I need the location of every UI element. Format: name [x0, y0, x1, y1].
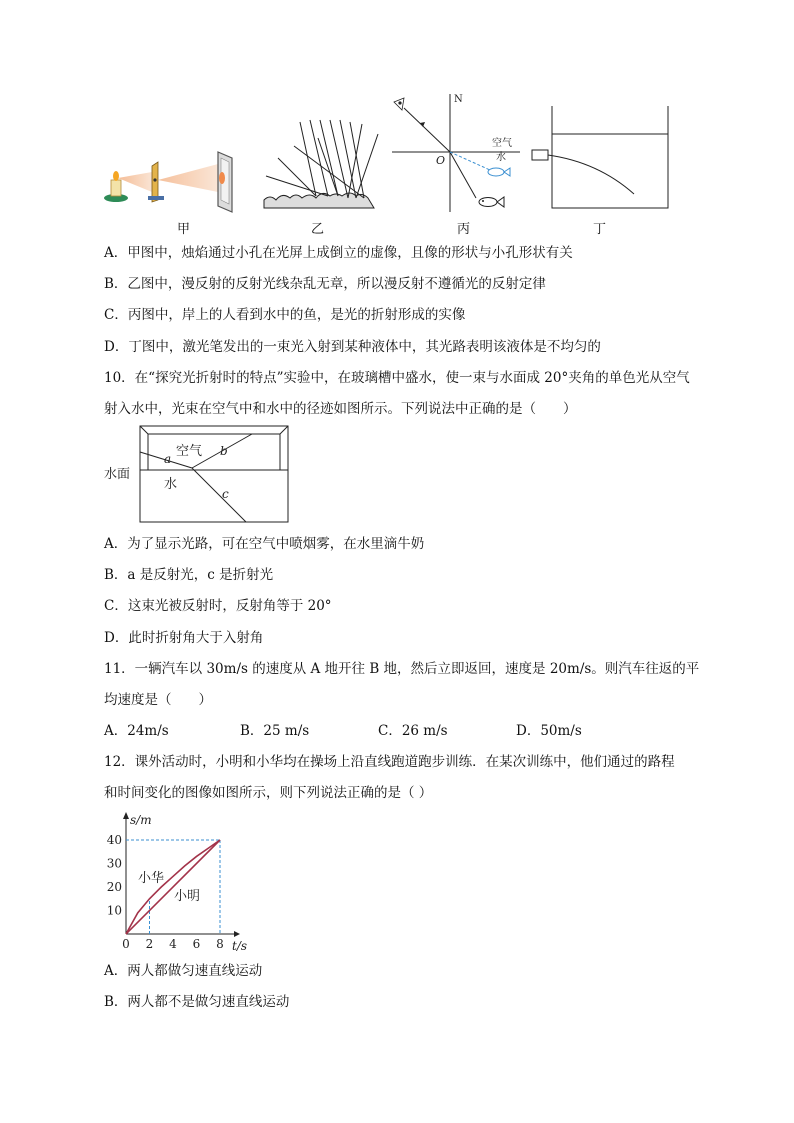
q11-option-d[interactable]: D．50m/s — [516, 723, 582, 739]
x-tick-label: 0 — [122, 937, 130, 951]
q10-option-c[interactable]: C．这束光被反射时，反射角等于 20° — [104, 598, 332, 614]
q11-option-b[interactable]: B．25 m/s — [240, 723, 310, 739]
tank-water-label: 水 — [164, 477, 178, 492]
q11-option-c[interactable]: C．26 m/s — [378, 723, 448, 739]
figure-yi-diffuse-reflection — [258, 118, 383, 213]
q9-option-d[interactable]: D．丁图中，激光笔发出的一束光入射到某种液体中，其光路表明该液体是不均匀的 — [104, 339, 601, 355]
q12-option-a[interactable]: A．两人都做匀速直线运动 — [104, 963, 263, 979]
air-label: 空气 — [492, 138, 512, 149]
y-tick-label: 20 — [106, 880, 122, 894]
q11-options-row — [104, 722, 704, 740]
caption-yi: 乙 — [311, 222, 325, 237]
q11-stem-line1: 11．一辆汽车以 30m/s 的速度从 A 地开往 B 地，然后立即返回，速度是 20m/s。则汽车往返的平 — [104, 661, 700, 677]
y-axis-label: s/m — [130, 813, 152, 827]
series-label: 小明 — [174, 889, 201, 904]
figure-bing-refraction — [392, 94, 522, 214]
q12-option-b[interactable]: B．两人都不是做匀速直线运动 — [104, 994, 290, 1010]
water-label: 水 — [496, 152, 506, 163]
q10-option-a[interactable]: A．为了显示光路，可在空气中喷烟雾，在水里滴牛奶 — [104, 536, 425, 552]
caption-bing: 丙 — [457, 222, 471, 237]
eye-icon — [394, 98, 404, 110]
caption-ding: 丁 — [593, 222, 607, 237]
q12-stem-line2: 和时间变化的图像如图所示，则下列说法正确的是（ ） — [104, 785, 433, 801]
figure-jia-pinhole — [100, 100, 250, 220]
ray-a-label: a — [164, 452, 172, 466]
y-axis-arrow — [123, 812, 129, 819]
figure-refraction-tank — [104, 424, 294, 528]
q9-option-a[interactable]: A．甲图中，烛焰通过小孔在光屏上成倒立的虚像，且像的形状与小孔形状有关 — [104, 245, 573, 261]
q9-option-c[interactable]: C．丙图中，岸上的人看到水中的鱼，是光的折射形成的实像 — [104, 307, 466, 323]
q12-stem-line1: 12．课外活动时，小明和小华均在操场上沿直线跑道跑步训练．在某次训练中，他们通过的路程 — [104, 754, 675, 770]
q10-option-b[interactable]: B．a 是反射光，c 是折射光 — [104, 567, 274, 583]
ray-c-label: c — [222, 487, 229, 501]
x-tick-label: 6 — [192, 937, 201, 951]
figure-ding-laser-liquid — [528, 104, 673, 214]
q11-option-a[interactable]: A．24m/s — [104, 723, 169, 739]
q10-option-d[interactable]: D．此时折射角大于入射角 — [104, 630, 264, 646]
y-tick-label: 10 — [106, 903, 122, 918]
x-tick-label: 2 — [145, 937, 154, 951]
x-axis-arrow — [234, 931, 240, 937]
y-tick-label: 40 — [106, 833, 122, 847]
fish-icon — [479, 197, 504, 207]
x-tick-label: 4 — [169, 937, 177, 951]
series-line-2 — [126, 840, 220, 934]
q10-stem-line2: 射入水中，光束在空气中和水中的径迹如图所示。下列说法中正确的是（ ） — [104, 401, 577, 417]
x-tick-label: 8 — [216, 937, 224, 951]
normal-label: N — [454, 94, 463, 105]
caption-jia: 甲 — [177, 222, 191, 237]
water-surface-label: 水面 — [104, 467, 131, 482]
q11-stem-line2: 均速度是（ ） — [104, 692, 212, 708]
q9-option-b[interactable]: B．乙图中，漫反射的反射光线杂乱无章，所以漫反射不遵循光的反射定律 — [104, 276, 546, 292]
series-label: 小华 — [138, 871, 165, 886]
y-tick-label: 30 — [106, 856, 122, 871]
origin-label: O — [436, 154, 446, 167]
distance-time-chart — [100, 812, 270, 952]
q10-stem-line1: 10．在“探究光折射时的特点”实验中，在玻璃槽中盛水，使一束与水面成 20°夹角的单色光从空气 — [104, 370, 690, 386]
x-axis-label: t/s — [232, 939, 248, 952]
fish-virtual-icon — [488, 168, 510, 176]
ray-b-label: b — [220, 444, 228, 458]
tank-air-label: 空气 — [176, 444, 203, 459]
